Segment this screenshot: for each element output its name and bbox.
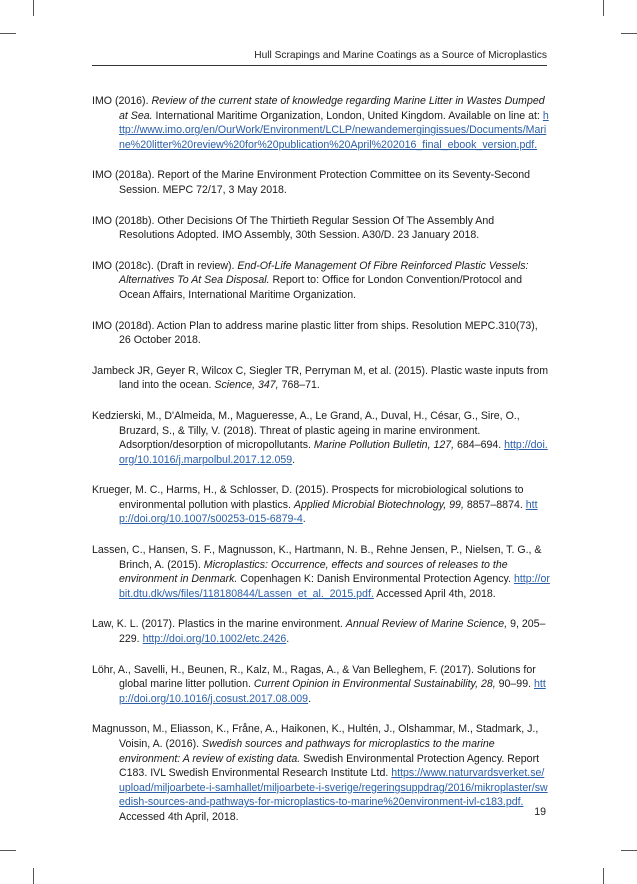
reference-entry: [92, 483, 550, 527]
reference-text: Report to: Office for London Convention/Protocol and Ocean Affairs, International Maritime Organization.: [119, 274, 522, 301]
crop-mark: [33, 0, 34, 16]
reference-title: Applied Microbial Biotechnology, 99,: [293, 498, 464, 511]
reference-text: IMO (2018c). (Draft in review).: [92, 259, 238, 272]
reference-title: Science, 347,: [214, 379, 279, 392]
crop-mark: [603, 0, 604, 16]
reference-text: .: [308, 692, 312, 705]
reference-text: IMO (2016).: [92, 95, 152, 107]
reference-link[interactable]: https://www.naturvardsverket.se/upload/miljoarbete-i-samhallet/miljoarbete-i-sverige/regeringsuppdrag/2016/mikroplaster/swedish-sources-and-pathways-for-microplastics-to-marine%20environment-ivl-c183.pdf.: [119, 767, 548, 809]
reference-title: End-Of-Life Management Of Fibre Reinforced Plastic Vessels: Alternatives To At Sea Disposal.: [119, 259, 529, 287]
crop-mark: [0, 33, 16, 34]
reference-title: Marine Pollution Bulletin, 127,: [313, 439, 455, 452]
reference-text: IMO (2018d). Action Plan to address marine plastic litter from ships. Resolution MEPC.310(73), 26 October 2018.: [92, 319, 538, 347]
reference-entry: [92, 214, 550, 243]
reference-link[interactable]: http://doi.org/10.1002/etc.2426: [142, 633, 287, 646]
running-header: Hull Scrapings and Marine Coatings as a Source of Microplastics: [254, 50, 547, 61]
reference-text: 9, 205–229.: [119, 618, 546, 646]
reference-title: Swedish sources and pathways for microplastics to the marine environment: A review of existing data.: [119, 738, 495, 765]
reference-entry: [92, 663, 550, 707]
reference-entry: [92, 319, 550, 348]
reference-text: Accessed April 4th, 2018.: [373, 587, 496, 600]
reference-text: Jambeck JR, Geyer R, Wilcox C, Siegler TR, Perryman M, et al. (2015). Plastic waste inputs from land into the ocean.: [92, 364, 549, 392]
reference-text: .: [302, 513, 306, 526]
crop-mark: [603, 868, 604, 884]
reference-text: Lassen, C., Hansen, S. F., Magnusson, K., Hartmann, N. B., Rehne Jensen, P., Nielsen, T. G., & Brinch, A. (2015).: [92, 544, 542, 571]
reference-text: 90–99.: [495, 678, 534, 691]
reference-entry: [92, 722, 550, 824]
reference-text: 8857–8874.: [463, 498, 526, 511]
reference-title: Current Opinion in Environmental Sustainability, 28,: [253, 678, 496, 691]
reference-title: Microplastics: Occurrence, effects and sources of releases to the environment in Denmark.: [119, 558, 508, 586]
reference-text: IMO (2018a). Report of the Marine Environment Protection Committee on its Seventy-Second Session. MEPC 72/17, 3 May 2018.: [92, 169, 531, 196]
reference-entry: [92, 94, 550, 152]
reference-entry: [92, 168, 550, 197]
crop-mark: [621, 850, 637, 851]
reference-title: Annual Review of Marine Science,: [345, 618, 508, 631]
reference-text: International Maritime Organization, London, United Kingdom. Available on line at:: [152, 109, 543, 122]
reference-link[interactable]: http://www.imo.org/en/OurWork/Environment/LCLP/newandemergingissues/Documents/Marine%20litter%20review%20for%20publication%20April%202016_final_ebook_version.pdf.: [119, 109, 549, 151]
reference-text: 768–71.: [278, 379, 320, 392]
reference-entry: [92, 364, 550, 393]
crop-mark: [621, 33, 637, 34]
reference-title: Review of the current state of knowledge regarding Marine Litter in Wastes Dumped at Sea.: [119, 95, 545, 122]
page-number: 19: [534, 806, 546, 818]
crop-mark: [0, 850, 16, 851]
reference-text: Swedish Environmental Protection Agency. Report C183. IVL Swedish Environmental Research Institute Ltd.: [119, 752, 540, 780]
reference-link[interactable]: http://doi.org/10.1007/s00253-015-6879-4: [119, 498, 538, 526]
reference-link[interactable]: http://orbit.dtu.dk/ws/files/118180844/Lassen_et_al._2015.pdf.: [119, 573, 550, 600]
reference-entry: [92, 259, 550, 303]
reference-text: Law, K. L. (2017). Plastics in the marine environment.: [92, 618, 346, 631]
reference-entry: [92, 409, 550, 467]
header-rule: [92, 65, 547, 66]
reference-entry: [92, 617, 550, 646]
reference-link[interactable]: http://doi.org/10.1016/j.marpolbul.2017.12.059: [119, 439, 548, 466]
reference-text: Magnusson, M., Eliasson, K., Fråne, A., Haikonen, K., Hultén, J., Olshammar, M., Stadmark, J., Voisin, A. (2016).: [92, 723, 539, 750]
reference-entry: [92, 543, 550, 601]
reference-text: .: [292, 453, 296, 466]
reference-text: IMO (2018b). Other Decisions Of The Thirtieth Regular Session Of The Assembly And Resolutions Adopted. IMO Assembly, 30th Session. A30/D. 23 January 2018.: [92, 214, 495, 242]
crop-mark: [33, 868, 34, 884]
reference-link[interactable]: http://doi.org/10.1016/j.cosust.2017.08.009: [119, 678, 546, 705]
reference-list: [92, 94, 550, 841]
reference-text: Krueger, M. C., Harms, H., & Schlosser, D. (2015). Prospects for microbiological solutions to environmental pollution with plastics.: [92, 484, 524, 511]
reference-text: Copenhagen K: Danish Environmental Protection Agency.: [237, 573, 514, 586]
reference-text: .: [286, 633, 290, 646]
reference-text: Löhr, A., Savelli, H., Beunen, R., Kalz, M., Ragas, A., & Van Belleghem, F. (2017). Solutions for global marine litter pollution.: [92, 663, 536, 691]
reference-text: Accessed 4th April, 2018.: [119, 810, 239, 823]
reference-text: Kedzierski, M., D'Almeida, M., Magueresse, A., Le Grand, A., Duval, H., César, G., Sire, O., Bruzard, S., & Tilly, V. (2018). Threat of plastic ageing in marine environment. Adsorption/desorption of micropollutants.: [92, 409, 520, 452]
reference-text: 684–694.: [454, 439, 505, 452]
